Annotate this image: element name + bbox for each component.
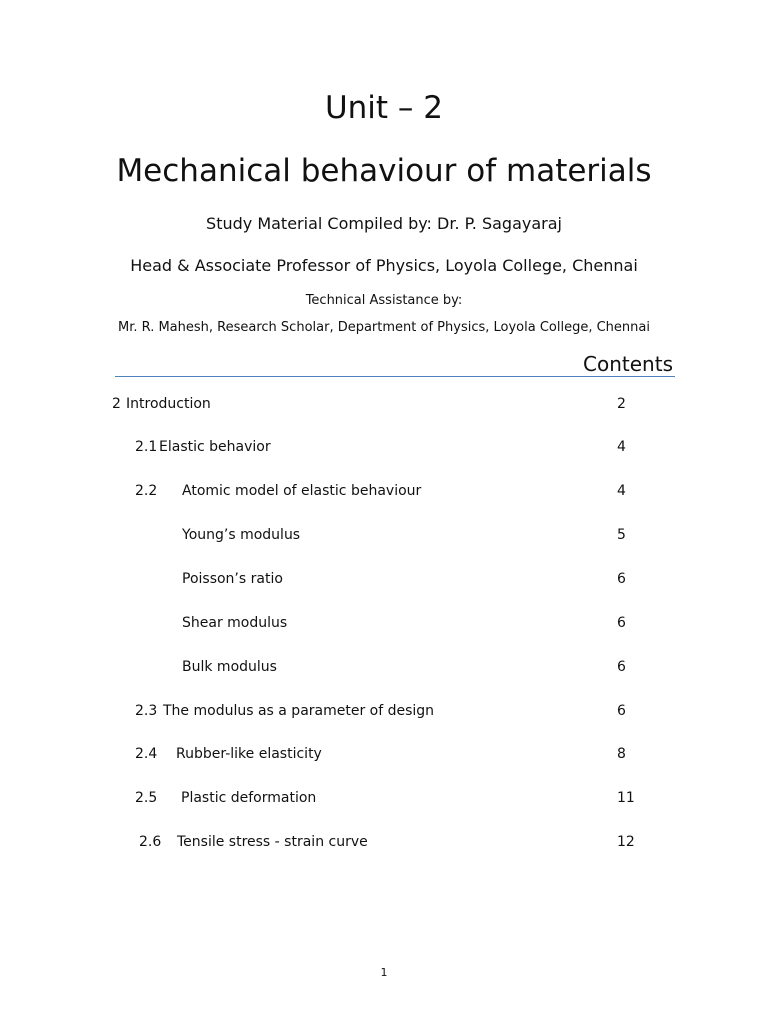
affiliation-line: Head & Associate Professor of Physics, Loyola College, Chennai bbox=[130, 256, 638, 275]
toc-entry-title: Rubber-like elasticity bbox=[176, 746, 322, 762]
toc-entry-number: 2.1 bbox=[135, 439, 158, 455]
toc-entry-number: 2 bbox=[112, 396, 121, 412]
toc-entry-elastic-behavior[interactable] bbox=[0, 439, 768, 459]
toc-entry-page: 12 bbox=[617, 834, 635, 850]
toc-entry-title: Shear modulus bbox=[182, 615, 288, 631]
toc-entry-title: Young’s modulus bbox=[182, 527, 301, 543]
toc-entry-title: The modulus as a parameter of design bbox=[163, 703, 435, 719]
toc-entry-youngs-modulus[interactable] bbox=[0, 527, 768, 547]
contents-divider bbox=[115, 376, 675, 377]
toc-entry-title: Plastic deformation bbox=[181, 790, 317, 806]
toc-entry-page: 6 bbox=[617, 571, 626, 587]
toc-entry-title: Poisson’s ratio bbox=[182, 571, 283, 587]
toc-entry-number: 2.5 bbox=[135, 790, 158, 806]
toc-entry-shear-modulus[interactable] bbox=[0, 615, 768, 635]
technical-assistance-label: Technical Assistance by: bbox=[305, 293, 463, 308]
toc-entry-rubber-elasticity[interactable] bbox=[0, 746, 768, 766]
compiled-by-line: Study Material Compiled by: Dr. P. Sagayaraj bbox=[206, 214, 562, 233]
toc-entry-page: 11 bbox=[617, 790, 635, 806]
technical-assistance-names: Mr. R. Mahesh, Research Scholar, Department of Physics, Loyola College, Chennai bbox=[118, 320, 650, 335]
toc-entry-title: Introduction bbox=[126, 396, 211, 412]
toc-entry-number: 2.4 bbox=[135, 746, 158, 762]
toc-entry-page: 4 bbox=[617, 439, 626, 455]
toc-entry-title: Atomic model of elastic behaviour bbox=[182, 483, 422, 499]
toc-entry-number: 2.6 bbox=[139, 834, 162, 850]
toc-entry-page: 8 bbox=[617, 746, 626, 762]
toc-entry-bulk-modulus[interactable] bbox=[0, 659, 768, 679]
toc-entry-title: Bulk modulus bbox=[182, 659, 277, 675]
toc-entry-introduction[interactable] bbox=[0, 396, 768, 416]
toc-entry-number: 2.2 bbox=[135, 483, 158, 499]
unit-title: Unit – 2 bbox=[324, 90, 444, 126]
contents-heading: Contents bbox=[583, 352, 673, 376]
toc-entry-poissons-ratio[interactable] bbox=[0, 571, 768, 591]
toc-entry-plastic-deformation[interactable] bbox=[0, 790, 768, 810]
toc-entry-atomic-model[interactable] bbox=[0, 483, 768, 503]
toc-entry-title: Tensile stress - strain curve bbox=[177, 834, 368, 850]
toc-entry-title: Elastic behavior bbox=[159, 439, 271, 455]
document-title: Mechanical behaviour of materials bbox=[116, 153, 652, 189]
toc-entry-page: 6 bbox=[617, 615, 626, 631]
page-number: 1 bbox=[380, 966, 388, 979]
toc-entry-modulus-design[interactable] bbox=[0, 703, 768, 723]
toc-entry-page: 6 bbox=[617, 703, 626, 719]
toc-entry-page: 2 bbox=[617, 396, 626, 412]
toc-entry-page: 5 bbox=[617, 527, 626, 543]
toc-entry-tensile-curve[interactable] bbox=[0, 834, 768, 854]
toc-entry-page: 4 bbox=[617, 483, 626, 499]
toc-entry-number: 2.3 bbox=[135, 703, 158, 719]
toc-entry-page: 6 bbox=[617, 659, 626, 675]
